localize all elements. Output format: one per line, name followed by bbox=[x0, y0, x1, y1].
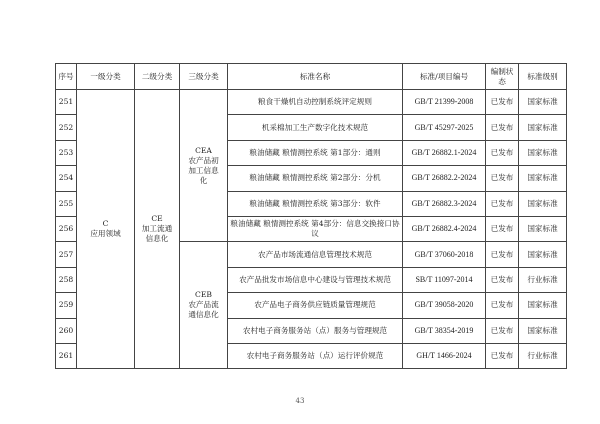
status-cell: 已发布 bbox=[486, 216, 519, 241]
header-level2: 二级分类 bbox=[135, 64, 180, 90]
name-cell: 粮食干燥机自动控制系统评定规则 bbox=[228, 90, 403, 115]
level3-cea-cell: CEA 农产品初 加工信息 化 bbox=[180, 90, 228, 242]
level3-ceb-cell: CEB 农产品流 通信息化 bbox=[180, 242, 228, 369]
status-cell: 已发布 bbox=[486, 343, 519, 368]
grade-cell: 行业标准 bbox=[519, 267, 567, 292]
code-cell: GB/T 39058-2020 bbox=[403, 293, 486, 318]
header-row bbox=[56, 64, 567, 90]
seq-cell: 257 bbox=[56, 242, 77, 267]
seq-cell: 261 bbox=[56, 343, 77, 368]
grade-cell: 国家标准 bbox=[519, 166, 567, 191]
name-cell: 机采棉加工生产数字化技术规范 bbox=[228, 115, 403, 140]
code-cell: GB/T 21399-2008 bbox=[403, 90, 486, 115]
header-name: 标准名称 bbox=[228, 64, 403, 90]
grade-cell: 国家标准 bbox=[519, 191, 567, 216]
code-cell: SB/T 11097-2014 bbox=[403, 267, 486, 292]
name-cell: 粮油储藏 粮情测控系统 第1部分：通则 bbox=[228, 140, 403, 165]
status-cell: 已发布 bbox=[486, 267, 519, 292]
status-cell: 已发布 bbox=[486, 140, 519, 165]
status-cell: 已发布 bbox=[486, 90, 519, 115]
code-cell: GB/T 45297-2025 bbox=[403, 115, 486, 140]
grade-cell: 国家标准 bbox=[519, 140, 567, 165]
code-cell: GB/T 37060-2018 bbox=[403, 242, 486, 267]
name-cell: 农村电子商务服务站（点）服务与管理规范 bbox=[228, 318, 403, 343]
standards-table bbox=[55, 63, 567, 369]
grade-cell: 行业标准 bbox=[519, 343, 567, 368]
name-cell: 农产品批发市场信息中心建设与管理技术规范 bbox=[228, 267, 403, 292]
seq-cell: 260 bbox=[56, 318, 77, 343]
grade-cell: 国家标准 bbox=[519, 242, 567, 267]
seq-cell: 258 bbox=[56, 267, 77, 292]
name-cell: 粮油储藏 粮情测控系统 第4部分：信息交换接口协议 bbox=[228, 216, 403, 241]
grade-cell: 国家标准 bbox=[519, 90, 567, 115]
status-cell: 已发布 bbox=[486, 115, 519, 140]
grade-cell: 国家标准 bbox=[519, 318, 567, 343]
table-row bbox=[56, 90, 567, 115]
code-cell: GB/T 38354-2019 bbox=[403, 318, 486, 343]
header-grade: 标准级别 bbox=[519, 64, 567, 90]
code-cell: GB/T 26882.4-2024 bbox=[403, 216, 486, 241]
status-cell: 已发布 bbox=[486, 318, 519, 343]
seq-cell: 252 bbox=[56, 115, 77, 140]
level2-group-cell: CE 加工流通 信息化 bbox=[135, 90, 180, 369]
code-cell: GB/T 26882.2-2024 bbox=[403, 166, 486, 191]
code-cell: GB/T 26882.1-2024 bbox=[403, 140, 486, 165]
seq-cell: 251 bbox=[56, 90, 77, 115]
header-code: 标准/项目编号 bbox=[403, 64, 486, 90]
name-cell: 粮油储藏 粮情测控系统 第2部分：分机 bbox=[228, 166, 403, 191]
name-cell: 农产品市场流通信息管理技术规范 bbox=[228, 242, 403, 267]
seq-cell: 254 bbox=[56, 166, 77, 191]
grade-cell: 国家标准 bbox=[519, 115, 567, 140]
code-cell: GH/T 1466-2024 bbox=[403, 343, 486, 368]
status-cell: 已发布 bbox=[486, 191, 519, 216]
seq-cell: 259 bbox=[56, 293, 77, 318]
status-cell: 已发布 bbox=[486, 293, 519, 318]
header-level3: 三级分类 bbox=[180, 64, 228, 90]
code-cell: GB/T 26882.3-2024 bbox=[403, 191, 486, 216]
seq-cell: 255 bbox=[56, 191, 77, 216]
grade-cell: 国家标准 bbox=[519, 293, 567, 318]
seq-cell: 256 bbox=[56, 216, 77, 241]
name-cell: 农村电子商务服务站（点）运行评价规范 bbox=[228, 343, 403, 368]
header-status: 编制状态 bbox=[486, 64, 519, 90]
header-level1: 一级分类 bbox=[77, 64, 135, 90]
grade-cell: 国家标准 bbox=[519, 216, 567, 241]
name-cell: 农产品电子商务供应链质量管理规范 bbox=[228, 293, 403, 318]
level1-group-cell: C 应用领域 bbox=[77, 90, 135, 369]
seq-cell: 253 bbox=[56, 140, 77, 165]
header-seq: 序号 bbox=[56, 64, 77, 90]
status-cell: 已发布 bbox=[486, 242, 519, 267]
name-cell: 粮油储藏 粮情测控系统 第3部分：软件 bbox=[228, 191, 403, 216]
status-cell: 已发布 bbox=[486, 166, 519, 191]
page-number: 43 bbox=[295, 397, 305, 405]
